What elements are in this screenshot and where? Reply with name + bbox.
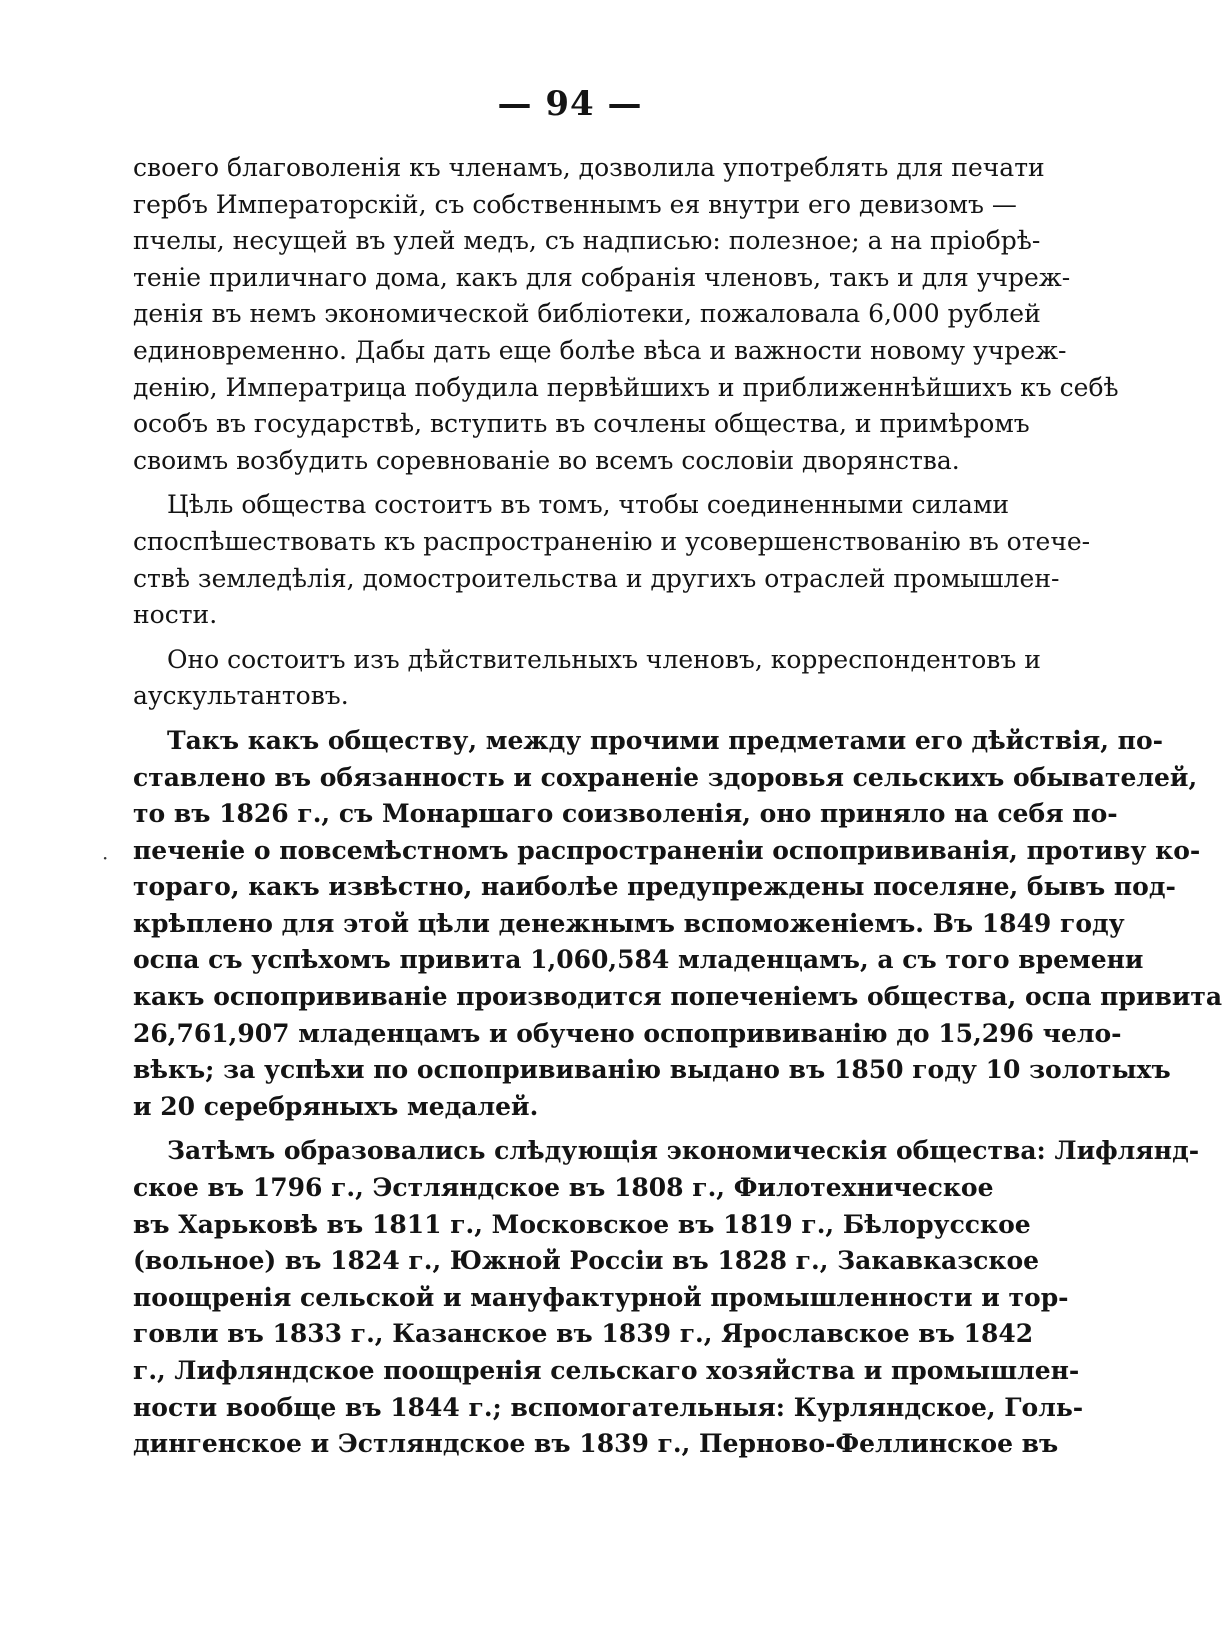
text-line: ставлено въ обязанность и сохраненіе здоровья сельскихъ обывателей, <box>133 762 1198 792</box>
text-line: дингенское и Эстляндское въ 1839 г., Перново-Феллинское въ <box>133 1429 1059 1459</box>
text-line: своего благоволенія къ членамъ, дозволила употреблять для печати <box>133 153 1045 182</box>
text-line: оспа съ успѣхомъ привита 1,060,584 младенцамъ, а съ того времени <box>133 945 1144 975</box>
text-line: то въ 1826 г., съ Монаршаго соизволенія, оно приняло на себя по- <box>133 799 1118 829</box>
text-line: ности. <box>133 600 218 630</box>
text-line: Такъ какъ обществу, между прочими предметами его дѣйствія, по- <box>167 725 1164 755</box>
text-line: Цѣль общества состоитъ въ томъ, чтобы соединенными силами <box>167 490 1010 520</box>
paragraph-2 <box>133 487 1091 633</box>
text-line: поощренія сельской и мануфактурной промышленности и тор- <box>133 1282 1069 1312</box>
text-line: ствѣ земледѣлія, домостроительства и другихъ отраслей промышлен- <box>133 563 1060 593</box>
paragraph-4 <box>133 723 1222 1126</box>
text-line: теніе приличнаго дома, какъ для собранія членовъ, такъ и для учреж- <box>133 262 1071 292</box>
text-line: пчелы, несущей въ улей медъ, съ надписью: полезное; а на пріобрѣ- <box>133 226 1041 256</box>
paragraph-3 <box>133 642 1041 715</box>
text-line: крѣплено для этой цѣли денежнымъ вспоможеніемъ. Въ 1849 году <box>133 908 1125 938</box>
body-text <box>133 150 1222 1471</box>
text-line: тораго, какъ извѣстно, наиболѣе предупреждены поселяне, бывъ под- <box>133 872 1176 902</box>
text-line: споспѣшествовать къ распространенію и усовершенствованію въ отече- <box>133 526 1091 556</box>
text-line: какъ оспопрививаніе производится попеченіемъ общества, оспа привита <box>133 982 1222 1012</box>
text-line: печеніе о повсемѣстномъ распространеніи оспопрививанія, противу ко- <box>133 835 1201 865</box>
text-line: вѣкъ; за успѣхи по оспопрививанію выдано въ 1850 году 10 золотыхъ <box>133 1055 1171 1085</box>
paragraph-1 <box>133 150 1119 479</box>
text-line: денія въ немъ экономической библіотеки, пожаловала 6,000 рублей <box>133 299 1041 329</box>
text-line: и 20 серебряныхъ медалей. <box>133 1091 539 1121</box>
text-line: 26,761,907 младенцамъ и обучено оспопрививанію до 15,296 чело- <box>133 1018 1122 1048</box>
text-line: г., Лифляндское поощренія сельскаго хозяйства и промышлен- <box>133 1356 1080 1385</box>
text-line: ское въ 1796 г., Эстляндское въ 1808 г., Филотехническое <box>133 1173 994 1203</box>
margin-mark: · <box>102 846 109 870</box>
page-number: — 94 — <box>497 84 643 124</box>
text-line: аускультантовъ. <box>133 681 349 711</box>
text-line: своимъ возбудить соревнованіе во всемъ сословіи дворянства. <box>133 445 960 475</box>
text-line: (вольное) въ 1824 г., Южной Россіи въ 1828 г., Закавказское <box>133 1246 1040 1276</box>
text-line: Затѣмъ образовались слѣдующія экономическія общества: Лифлянд- <box>167 1136 1200 1166</box>
text-line: денію, Императрица побудила первѣйшихъ и приближеннѣйшихъ къ себѣ <box>133 372 1119 402</box>
text-line: особъ въ государствѣ, вступить въ сочлены общества, и примѣромъ <box>133 409 1030 439</box>
text-line: гербъ Императорскій, съ собственнымъ ея внутри его девизомъ — <box>133 189 1017 219</box>
paragraph-5 <box>133 1133 1200 1462</box>
text-line: ности вообще въ 1844 г.; вспомогательныя: Курляндское, Голь- <box>133 1392 1084 1422</box>
text-line: въ Харьковѣ въ 1811 г., Московское въ 1819 г., Бѣлорусское <box>133 1209 1031 1239</box>
text-line: Оно состоитъ изъ дѣйствительныхъ членовъ, корреспондентовъ и <box>167 644 1041 674</box>
text-line: единовременно. Дабы дать еще болѣе вѣса и важности новому учреж- <box>133 335 1067 365</box>
text-line: говли въ 1833 г., Казанское въ 1839 г., Ярославское въ 1842 <box>133 1319 1034 1349</box>
